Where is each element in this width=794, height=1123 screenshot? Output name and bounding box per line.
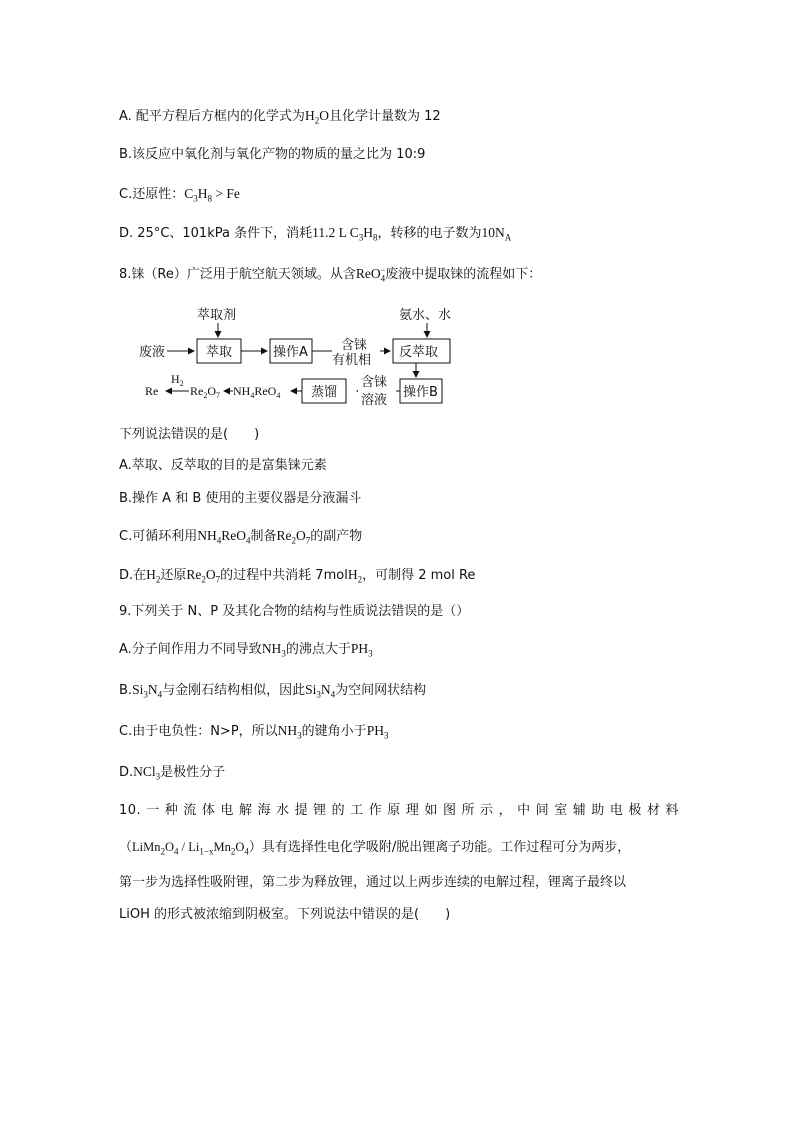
h2-label: $H_2$ xyxy=(171,372,184,388)
reo4-ion: ReO$_4$− xyxy=(355,264,386,284)
q9-option-b xyxy=(119,681,426,700)
q10-line-1 xyxy=(119,802,679,820)
q10-line-2 xyxy=(119,838,630,857)
distill-label: 蒸馏 xyxy=(311,385,338,400)
q9-option-d-tail: 是极性分子 xyxy=(160,765,226,780)
waste-liquid-label: 废液 xyxy=(139,345,166,360)
extract-label: 萃取 xyxy=(206,345,233,360)
q9-option-a-mid: 的沸点大于 xyxy=(285,642,351,657)
extractant-label: 萃取剂 xyxy=(197,308,237,323)
nh3-formula-c: $NH_3$ xyxy=(277,723,302,741)
solution-label-2: 溶液 xyxy=(361,393,388,408)
q9-option-c-text: C.由于电负性：N>P，所以 xyxy=(119,724,278,739)
back-extract-label: 反萃取 xyxy=(399,345,439,360)
q10-line-3 xyxy=(119,874,626,892)
q8-option-d xyxy=(119,566,475,585)
q10-line-2-text: ）具有选择性电化学吸附/脱出锂离子功能。工作过程可分为两步， xyxy=(248,840,631,855)
q8-option-d-mid1: 还原 xyxy=(160,568,187,583)
ammonia-water-label: 氨水、水 xyxy=(399,308,452,323)
q8-option-c xyxy=(119,527,362,546)
q9-option-b-mid: 与金刚石结构相似，因此 xyxy=(162,683,306,698)
re2o7-formula-d: $Re_2O_7$ xyxy=(186,567,221,585)
q8-stem-tail: 废液中提取铼的流程如下： xyxy=(385,267,542,282)
q7-option-c-text: C.还原性： xyxy=(119,187,185,202)
ph3-formula: $PH_3$ xyxy=(350,641,373,659)
q9-option-d xyxy=(119,763,225,782)
q8-question xyxy=(119,426,259,444)
re-label: Re xyxy=(145,384,159,398)
re2o7-formula: $Re_2O_7$ xyxy=(276,528,311,546)
si3n4-formula-2: $Si_3N_4$ xyxy=(305,682,336,700)
q7-option-c xyxy=(119,185,240,204)
q7-option-d-text: D. 25°C、101kPa 条件下，消耗 xyxy=(119,226,313,241)
q10-line-3-text: 第一步为选择性吸附锂，第二步为释放锂，通过以上两步连续的电解过程，锂离子最终以 xyxy=(119,875,627,890)
q8-question-text: 下列说法错误的是( ) xyxy=(119,427,260,442)
si3n4-formula: $Si_3N_4$ xyxy=(132,682,163,700)
org-phase-label-1b: 含铼 xyxy=(341,338,368,353)
q10-line-4 xyxy=(119,906,450,924)
q8-option-a xyxy=(119,457,327,475)
q9-stem-text: 9.下列关于 N、P 及其化合物的结构与性质说法错误的是（） xyxy=(119,604,470,619)
q8-option-d-text: D.在 xyxy=(119,568,147,583)
q8-option-d-mid2: 的过程中共消耗 7mol xyxy=(220,568,348,583)
q8-option-c-text: C.可循环利用 xyxy=(119,529,198,544)
q9-option-b-text: B. xyxy=(119,683,133,698)
h2-formula: $H_2$ xyxy=(146,567,161,585)
q7-option-d-mid: ，转移的电子数为 xyxy=(377,226,482,241)
q9-option-b-tail: 为空间网状结构 xyxy=(335,683,427,698)
c3h8-volume: 11.2 L $C_3H_8$ xyxy=(312,225,378,243)
q8-stem-text: 8.铼（Re）广泛用于航空航天领域。从含 xyxy=(119,267,356,282)
q9-option-d-text: D. xyxy=(119,765,134,780)
rhenium-flowchart xyxy=(136,303,476,409)
electron-count: $10N_A$ xyxy=(481,225,512,243)
nh4reo4-formula: $NH_4ReO_4$ xyxy=(197,528,251,546)
q7-option-a xyxy=(119,107,441,126)
q9-option-a-text: A.分子间作用力不同导致 xyxy=(119,642,262,657)
nh4reo4-label: $NH_4ReO_4$ xyxy=(233,384,281,400)
q9-option-c xyxy=(119,722,388,741)
ncl3-formula: NCl$_3$ xyxy=(133,764,161,782)
h2-formula-d: $H_2$ xyxy=(347,567,363,585)
q10-line-4-text: LiOH 的形式被浓缩到阴极室。下列说法中错误的是( ) xyxy=(119,907,451,922)
q7-option-a-tail: 且化学计量数为 12 xyxy=(328,109,441,124)
org-phase-label-2b: 有机相 xyxy=(332,353,372,368)
q8-option-c-tail: 的副产物 xyxy=(310,529,363,544)
re2o7-label: $Re_2O_7$ xyxy=(190,384,221,400)
operation-b-label: 操作B xyxy=(403,385,438,400)
q8-option-c-mid: 制备 xyxy=(250,529,277,544)
q9-option-a xyxy=(119,640,373,659)
q7-option-d xyxy=(119,224,511,243)
q10-line-2-open: （ xyxy=(119,840,133,855)
ph3-formula-c: $PH_3$ xyxy=(366,723,389,741)
limn2o4-formula: $LiMn_2O_4 / Li_{1-x}Mn_2O_4$ xyxy=(132,840,249,857)
h2o-formula: $H_2O$ xyxy=(304,108,329,126)
nh3-formula: $NH_3$ xyxy=(261,641,286,659)
q8-option-b-text: B.操作 A 和 B 使用的主要仪器是分液漏斗 xyxy=(119,491,362,506)
q8-option-d-tail: ，可制得 2 mol Re xyxy=(362,568,476,583)
q7-option-a-text: A. 配平方程后方框内的化学式为 xyxy=(119,109,305,124)
q9-option-c-mid: 的键角小于 xyxy=(301,724,367,739)
q10-line-1-text: 10.一种流体电解海水提锂的工作原理如图所示，中间室辅助电极材料 xyxy=(119,803,679,818)
q8-option-b xyxy=(119,490,361,508)
q8-stem xyxy=(119,265,541,284)
c3h8-formula: $C_3H_8 > Fe$ xyxy=(184,186,240,204)
q9-stem xyxy=(119,603,469,621)
q8-option-a-text: A.萃取、反萃取的目的是富集铼元素 xyxy=(119,458,327,473)
q7-option-b-text: B.该反应中氧化剂与氧化产物的物质的量之比为 10:9 xyxy=(119,147,426,162)
q7-option-b xyxy=(119,146,425,164)
solution-label-1: 含铼 xyxy=(361,375,388,390)
operation-a-label: 操作A xyxy=(273,345,308,360)
